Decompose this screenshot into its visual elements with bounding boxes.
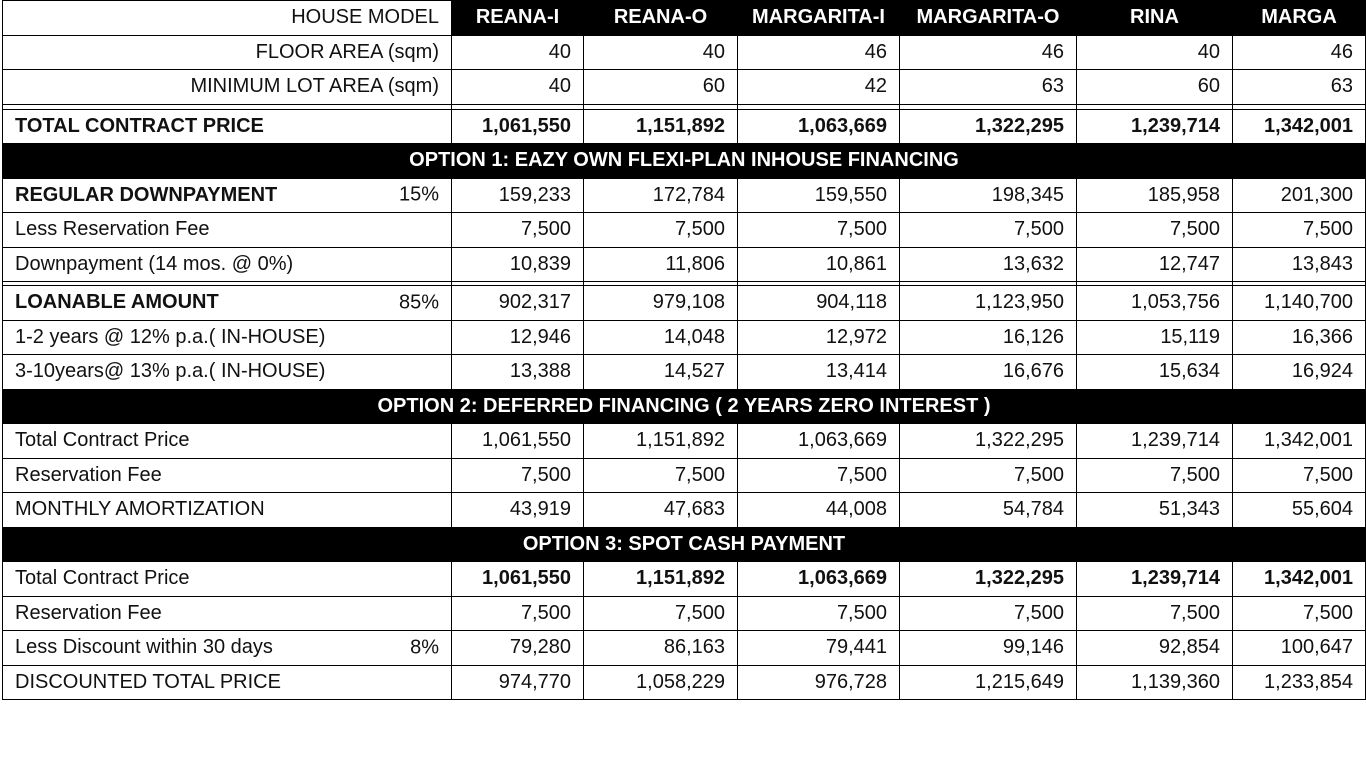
cell: 1,139,360	[1077, 665, 1233, 700]
cell: 7,500	[1233, 213, 1366, 248]
cell: 7,500	[900, 596, 1077, 631]
row-label: Less Reservation Fee	[3, 213, 452, 248]
cell: 1,233,854	[1233, 665, 1366, 700]
cell: 1,061,550	[452, 109, 584, 144]
option2-band	[3, 389, 1366, 424]
cell: 55,604	[1233, 493, 1366, 528]
min-lot-area-row	[3, 70, 1366, 105]
row-label: FLOOR AREA (sqm)	[3, 35, 452, 70]
cell: 7,500	[738, 213, 900, 248]
row-label	[3, 631, 452, 666]
row-label: 3-10years@ 13% p.a.( IN-HOUSE)	[3, 355, 452, 390]
cell: 46	[738, 35, 900, 70]
cell: 16,366	[1233, 320, 1366, 355]
row-label: Total Contract Price	[3, 562, 452, 597]
cell: 1,151,892	[584, 109, 738, 144]
cell: 198,345	[900, 178, 1077, 213]
cell: 7,500	[452, 213, 584, 248]
row-label: Total Contract Price	[3, 424, 452, 459]
cell: 99,146	[900, 631, 1077, 666]
cell: 1,342,001	[1233, 109, 1366, 144]
row-label: DISCOUNTED TOTAL PRICE	[3, 665, 452, 700]
cell: 7,500	[738, 458, 900, 493]
cell: 1,342,001	[1233, 562, 1366, 597]
cell: 201,300	[1233, 178, 1366, 213]
cell: 13,632	[900, 247, 1077, 282]
cell: 63	[1233, 70, 1366, 105]
cell: 10,861	[738, 247, 900, 282]
cell: 46	[1233, 35, 1366, 70]
cell: 42	[738, 70, 900, 105]
cell: 15,634	[1077, 355, 1233, 390]
cell: 7,500	[1077, 596, 1233, 631]
downpayment-row	[3, 247, 1366, 282]
option3-band	[3, 527, 1366, 562]
cell: 47,683	[584, 493, 738, 528]
row-label	[3, 178, 452, 213]
cell: 1,151,892	[584, 424, 738, 459]
house-model-label: HOUSE MODEL	[3, 1, 452, 36]
cell: 16,126	[900, 320, 1077, 355]
model-header: MARGARITA-I	[738, 1, 900, 36]
cell: 7,500	[1233, 458, 1366, 493]
option2-reservation-fee-row	[3, 458, 1366, 493]
loanable-amount-row	[3, 286, 1366, 321]
cell: 14,527	[584, 355, 738, 390]
cell: 979,108	[584, 286, 738, 321]
cell: 63	[900, 70, 1077, 105]
cell: 92,854	[1077, 631, 1233, 666]
cell: 7,500	[900, 458, 1077, 493]
cell: 1,322,295	[900, 562, 1077, 597]
row-label: MONTHLY AMORTIZATION	[3, 493, 452, 528]
cell: 1,058,229	[584, 665, 738, 700]
cell: 1,061,550	[452, 562, 584, 597]
header-row	[3, 1, 1366, 36]
row-label: Reservation Fee	[3, 596, 452, 631]
cell: 79,280	[452, 631, 584, 666]
cell: 60	[1077, 70, 1233, 105]
cell: 16,924	[1233, 355, 1366, 390]
cell: 185,958	[1077, 178, 1233, 213]
total-contract-price-row	[3, 109, 1366, 144]
percent-value: 85%	[398, 291, 439, 314]
cell: 7,500	[584, 596, 738, 631]
floor-area-row	[3, 35, 1366, 70]
cell: 40	[584, 35, 738, 70]
cell: 12,747	[1077, 247, 1233, 282]
cell: 7,500	[584, 458, 738, 493]
years-3-10-row	[3, 355, 1366, 390]
cell: 1,215,649	[900, 665, 1077, 700]
model-header: REANA-O	[584, 1, 738, 36]
option2-title: OPTION 2: DEFERRED FINANCING ( 2 YEARS ZERO INTEREST )	[3, 389, 1366, 424]
model-header: REANA-I	[452, 1, 584, 36]
cell: 54,784	[900, 493, 1077, 528]
cell: 40	[1077, 35, 1233, 70]
row-label-text: LOANABLE AMOUNT	[15, 291, 219, 314]
cell: 14,048	[584, 320, 738, 355]
row-label: Reservation Fee	[3, 458, 452, 493]
cell: 44,008	[738, 493, 900, 528]
cell: 7,500	[1233, 596, 1366, 631]
cell: 902,317	[452, 286, 584, 321]
option3-title: OPTION 3: SPOT CASH PAYMENT	[3, 527, 1366, 562]
cell: 60	[584, 70, 738, 105]
regular-downpayment-row	[3, 178, 1366, 213]
cell: 1,063,669	[738, 424, 900, 459]
cell: 40	[452, 70, 584, 105]
cell: 159,233	[452, 178, 584, 213]
cell: 51,343	[1077, 493, 1233, 528]
cell: 1,151,892	[584, 562, 738, 597]
percent-value: 15%	[398, 183, 439, 206]
less-reservation-fee-row	[3, 213, 1366, 248]
row-label: TOTAL CONTRACT PRICE	[3, 109, 452, 144]
cell: 1,053,756	[1077, 286, 1233, 321]
cell: 13,414	[738, 355, 900, 390]
cell: 1,322,295	[900, 109, 1077, 144]
cell: 100,647	[1233, 631, 1366, 666]
cell: 1,322,295	[900, 424, 1077, 459]
cell: 1,123,950	[900, 286, 1077, 321]
cell: 1,239,714	[1077, 424, 1233, 459]
cell: 904,118	[738, 286, 900, 321]
cell: 40	[452, 35, 584, 70]
cell: 12,946	[452, 320, 584, 355]
cell: 13,388	[452, 355, 584, 390]
cell: 46	[900, 35, 1077, 70]
cell: 1,239,714	[1077, 562, 1233, 597]
cell: 7,500	[1077, 458, 1233, 493]
cell: 1,063,669	[738, 562, 900, 597]
cell: 7,500	[452, 458, 584, 493]
cell: 79,441	[738, 631, 900, 666]
cell: 15,119	[1077, 320, 1233, 355]
years-1-2-row	[3, 320, 1366, 355]
row-label	[3, 286, 452, 321]
option1-band	[3, 144, 1366, 179]
row-label: 1-2 years @ 12% p.a.( IN-HOUSE)	[3, 320, 452, 355]
cell: 974,770	[452, 665, 584, 700]
cell: 10,839	[452, 247, 584, 282]
price-table	[2, 0, 1366, 700]
cell: 159,550	[738, 178, 900, 213]
cell: 1,239,714	[1077, 109, 1233, 144]
cell: 7,500	[452, 596, 584, 631]
cell: 11,806	[584, 247, 738, 282]
percent-value: 8%	[410, 636, 439, 659]
cell: 43,919	[452, 493, 584, 528]
cell: 1,061,550	[452, 424, 584, 459]
cell: 12,972	[738, 320, 900, 355]
cell: 86,163	[584, 631, 738, 666]
cell: 1,063,669	[738, 109, 900, 144]
cell: 7,500	[584, 213, 738, 248]
row-label-text: Less Discount within 30 days	[15, 636, 273, 659]
cell: 13,843	[1233, 247, 1366, 282]
cell: 1,140,700	[1233, 286, 1366, 321]
row-label-text: REGULAR DOWNPAYMENT	[15, 183, 278, 206]
row-label: MINIMUM LOT AREA (sqm)	[3, 70, 452, 105]
less-discount-row	[3, 631, 1366, 666]
model-header: RINA	[1077, 1, 1233, 36]
option1-title: OPTION 1: EAZY OWN FLEXI-PLAN INHOUSE FINANCING	[3, 144, 1366, 179]
cell: 172,784	[584, 178, 738, 213]
cell: 7,500	[738, 596, 900, 631]
monthly-amortization-row	[3, 493, 1366, 528]
cell: 976,728	[738, 665, 900, 700]
row-label: Downpayment (14 mos. @ 0%)	[3, 247, 452, 282]
model-header: MARGA	[1233, 1, 1366, 36]
model-header: MARGARITA-O	[900, 1, 1077, 36]
cell: 7,500	[900, 213, 1077, 248]
discounted-total-price-row	[3, 665, 1366, 700]
cell: 16,676	[900, 355, 1077, 390]
option3-total-contract-price-row	[3, 562, 1366, 597]
option2-total-contract-price-row	[3, 424, 1366, 459]
cell: 1,342,001	[1233, 424, 1366, 459]
option3-reservation-fee-row	[3, 596, 1366, 631]
cell: 7,500	[1077, 213, 1233, 248]
